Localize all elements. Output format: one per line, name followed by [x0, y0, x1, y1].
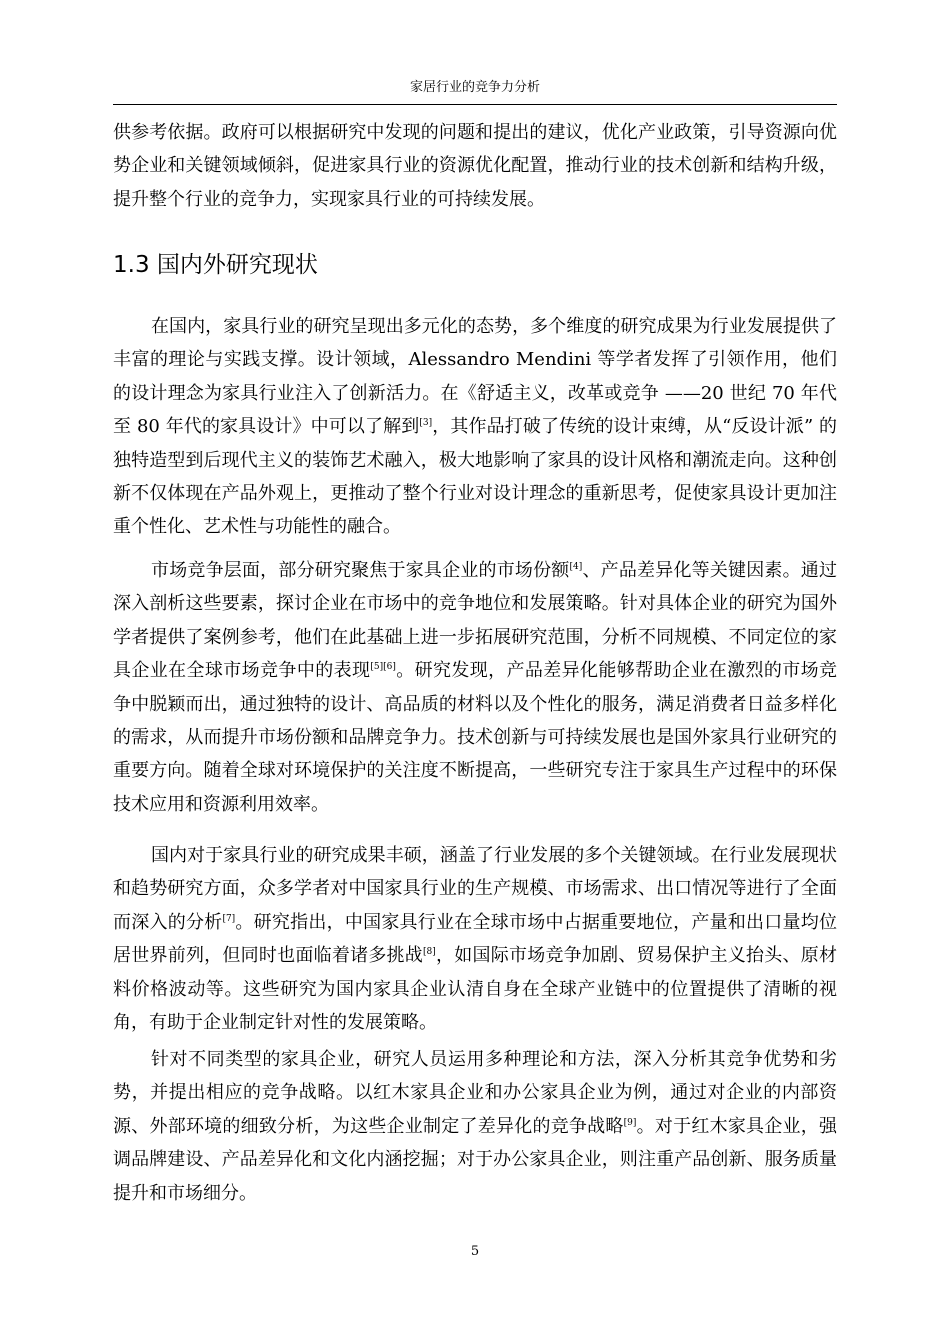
page-number: 5: [470, 1244, 480, 1259]
paragraph-text: 。研究指出，中国家具行业在全球市场中占据重要地位，产量和出口量均位居世界前列，但同时也面临着诸多挑战: [113, 911, 838, 967]
paragraph-text: 针对不同类型的家具企业，研究人员运用多种理论和方法，深入分析其竞争优势和劣势，并提出相应的竞争战略。以红木家具企业和办公家具企业为例，通过对企业的内部资源、外部环境的细致分析，为这些企业制定了差异化的竞争战略: [113, 1049, 837, 1137]
citation-ref: [7]: [222, 913, 236, 924]
citation-ref: [8]: [423, 947, 436, 958]
citation-ref: [5][6]: [370, 662, 396, 673]
citation-ref: [4]: [569, 562, 583, 572]
paragraph-strategy-research: [113, 1043, 837, 1210]
paragraph-text: 市场竞争层面，部分研究聚焦于家具企业的市场份额: [151, 560, 570, 581]
paragraph-text: 国内对于家具行业的研究成果丰硕，涵盖了行业发展的多个关键领域。在行业发展现状和趋势研究方面，众多学者对中国家具行业的生产规模、市场需求、出口情况等进行了全面而深入的分析: [113, 845, 837, 933]
paragraph-continuation: 供参考依据。政府可以根据研究中发现的问题和提出的建议，优化产业政策，引导资源向优势企业和关键领域倾斜，促进家具行业的资源优化配置，推动行业的技术创新和结构升级，提升整个行业的竞争力，实现家具行业的可持续发展。: [113, 122, 837, 210]
header-divider: [113, 104, 837, 105]
paragraph-text: 、产品差异化等关键因素。通过深入剖析这些要素，探讨企业在市场中的竞争地位和发展策略。针对具体企业的研究为国外学者提供了案例参考，他们在此基础上进一步拓展研究范围，分析不同规模、不同定位的家具企业在全球市场竞争中的表现: [113, 560, 838, 682]
paragraph-text: 。研究发现，产品差异化能够帮助企业在激烈的市场竞争中脱颖而出，通过独特的设计、高品质的材料以及个性化的服务，满足消费者日益多样化的需求，从而提升市场份额和品牌竞争力。技术创新与可持续发展也是国外家具行业研究的重要方向。随着全球对环境保护的关注度不断提高，一些研究专注于家具生产过程中的环保技术应用和资源利用效率。: [113, 660, 837, 815]
paragraph-text: ，其作品打破了传统的设计束缚，从“反设计派” 的独特造型到后现代主义的装饰艺术融入，极大地影响了家具的设计风格和潮流走向。这种创新不仅体现在产品外观上，更推动了整个行业对设计理念的重新思考，促使家具设计更加注重个性化、艺术性与功能性的融合。: [113, 416, 837, 538]
paragraph-market-research: [113, 554, 837, 821]
citation-ref: [9]: [623, 1117, 637, 1128]
citation-ref: [3]: [419, 418, 433, 429]
section-heading: 1.3 国内外研究现状: [113, 252, 318, 278]
paragraph-text: 。对于红木家具企业，强调品牌建设、产品差异化和文化内涵挖掘；对于办公家具企业，则注重产品创新、服务质量提升和市场细分。: [113, 1115, 837, 1204]
running-header: 家居行业的竞争力分析: [409, 80, 540, 95]
paragraph-design-research: [113, 310, 837, 544]
paragraph-text: ，如国际市场竞争加剧、贸易保护主义抬头、原材料价格波动等。这些研究为国内家具企业认清自身在全球产业链中的位置提供了清晰的视角，有助于企业制定针对性的发展策略。: [113, 945, 837, 1034]
paragraph-text: 在国内，家具行业的研究呈现出多元化的态势，多个维度的研究成果为行业发展提供了丰富的理论与实践支撑。设计领域，Alessandro Mendini 等学者发挥了引领作用，他们的设计理念为家具行业注入了创新活力。在《舒适主义，改革或竞争 ——20 世纪 70 年代至 80 年代的家具设计》中可以了解到: [113, 316, 837, 438]
paragraph-domestic-research: [113, 839, 837, 1039]
